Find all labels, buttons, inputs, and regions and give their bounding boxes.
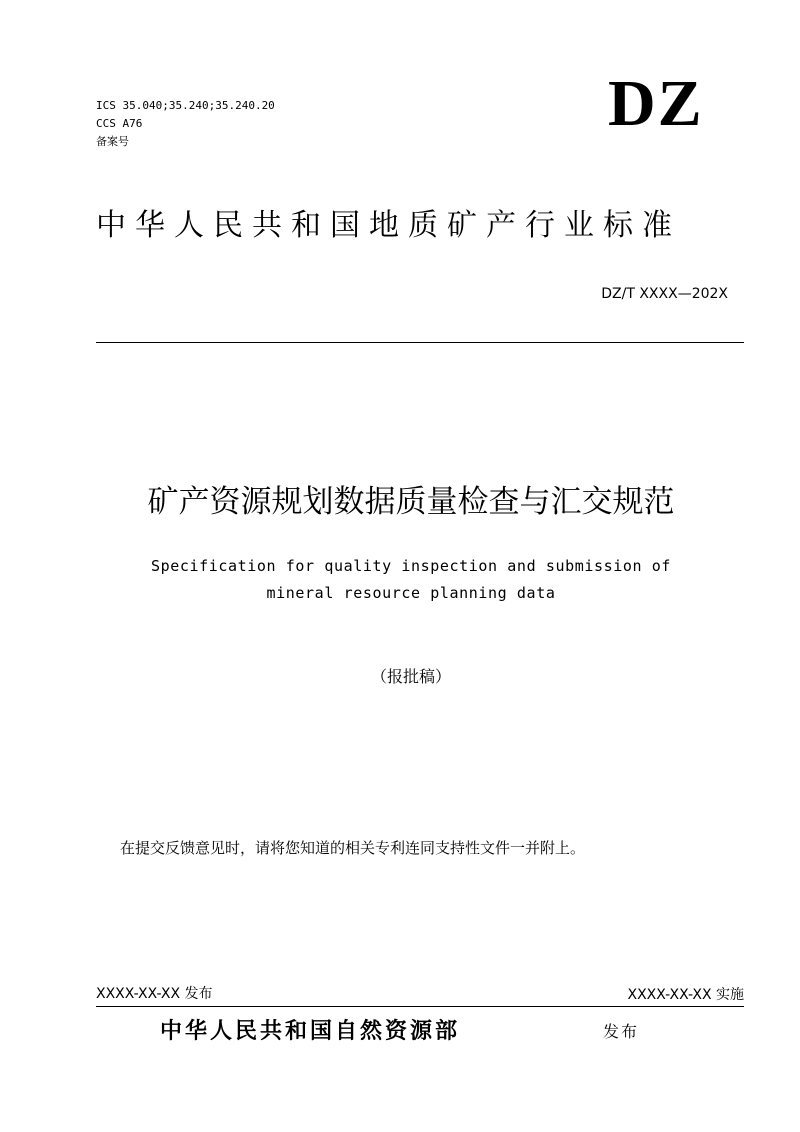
publisher-name: 中华人民共和国自然资源部 xyxy=(160,1019,461,1044)
dz-logo: DZ xyxy=(608,67,704,140)
org-title: 中华人民共和国地质矿产行业标准 xyxy=(96,208,681,243)
filing-number-label: 备案号 xyxy=(96,135,129,148)
english-title xyxy=(0,553,800,607)
ccs-code: CCS A76 xyxy=(96,117,143,130)
issue-date: XXXX-XX-XX 发布 xyxy=(96,986,213,1002)
footer-divider xyxy=(96,1006,744,1007)
publish-label: 发布 xyxy=(603,1022,640,1041)
standard-number: DZ/T XXXX—202X xyxy=(601,286,728,302)
document-title: 矿产资源规划数据质量检查与汇交规范 xyxy=(147,484,675,520)
implementation-date: XXXX-XX-XX 实施 xyxy=(627,987,744,1003)
ics-code: ICS 35.040;35.240;35.240.20 xyxy=(96,99,275,112)
classification-codes xyxy=(96,97,275,151)
draft-status: （报批稿） xyxy=(370,667,451,686)
english-title-line-2: mineral resource planning data xyxy=(266,584,556,602)
header-divider xyxy=(96,342,744,343)
patent-feedback-note: 在提交反馈意见时，请将您知道的相关专利连同支持性文件一并附上。 xyxy=(120,839,586,857)
english-title-line-1: Specification for quality inspection and submission of xyxy=(150,557,672,575)
